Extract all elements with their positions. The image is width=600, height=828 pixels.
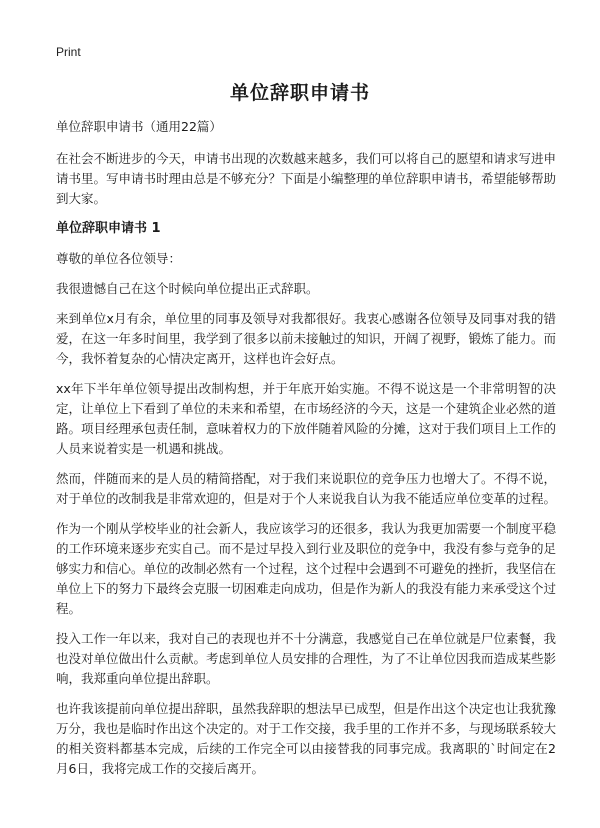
document-title: 单位辞职申请书 <box>229 82 370 104</box>
body-paragraph: xx年下半年单位领导提出改制构想，并于年底开始实施。不得不说这是一个非常明智的决定，让单位上下看到了单位的未来和希望，在市场经济的今天，这是一个建筑企业必然的道路。项目经理承包责任制，意味着权力的下放伴随着风险的分摊，这对于我们项目上工作的人员来说着实是一机遇和挑战。 <box>56 381 557 456</box>
body-paragraph: 投入工作一年以来，我对自己的表现也并不十分满意，我感觉自己在单位就是尸位素餐，我也没对单位做出什么贡献。考虑到单位人员安排的合理性，为了不让单位因我而造成某些影响，我郑重向单位提出辞职。 <box>56 631 557 686</box>
body-paragraph: 也许我该提前向单位提出辞职，虽然我辞职的想法早已成型，但是作出这个决定也让我犹豫万分，我也是临时作出这个决定的。对于工作交接，我手里的工作并不多，与现场联系较大的相关资料都基本完成，后续的工作完全可以由接替我的同事完成。我离职的`时间定在2月6日，我将完成工作的交接后离开。 <box>56 701 557 776</box>
document-subtitle: 单位辞职申请书（通用22篇） <box>56 119 222 134</box>
print-link[interactable]: Print <box>56 45 81 59</box>
body-paragraph: 然而，伴随而来的是人员的精简搭配，对于我们来说职位的竞争压力也增大了。不得不说，对于单位的改制我是非常欢迎的，但是对于个人来说我自认为我不能适应单位变革的过程。 <box>56 471 557 506</box>
intro-paragraph: 在社会不断进步的今天，申请书出现的次数越来越多，我们可以将自己的愿望和请求写进申请书里。写申请书时理由总是不够充分？下面是小编整理的单位辞职申请书，希望能够帮助到大家。 <box>56 151 557 206</box>
section-heading: 单位辞职申请书 1 <box>56 221 161 236</box>
salutation-paragraph: 尊敬的单位各位领导： <box>56 251 182 266</box>
body-paragraph: 来到单位x月有余，单位里的同事及领导对我都很好。我衷心感谢各位领导及同事对我的错爱，在这一年多时间里，我学到了很多以前未接触过的知识，开阔了视野，锻炼了能力。而今，我怀着复杂的心情决定离开，这样也许会好点。 <box>56 311 557 366</box>
body-paragraph: 我很遗憾自己在这个时候向单位提出正式辞职。 <box>56 281 319 296</box>
body-paragraph: 作为一个刚从学校毕业的社会新人，我应该学习的还很多，我认为我更加需要一个制度平稳的工作环境来逐步充实自己。而不是过早投入到行业及职位的竞争中，我没有参与竞争的足够实力和信心。单位的改制必然有一个过程，这个过程中会遇到不可避免的挫折，我坚信在单位上下的努力下最终会克服一切困难走向成功，但是作为新人的我没有能力来承受这个过程。 <box>56 521 557 616</box>
document-body <box>56 117 556 789</box>
